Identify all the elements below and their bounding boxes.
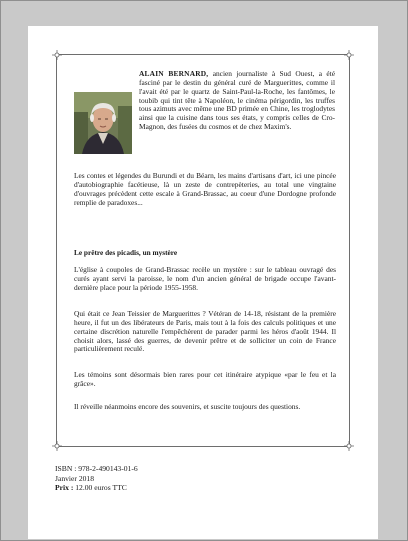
back-cover-page: [28, 26, 378, 539]
corner-ornament-icon: [51, 440, 63, 452]
price-value: 12.00 euros TTC: [75, 483, 127, 493]
isbn: ISBN : 978-2-490143-01-6: [55, 464, 138, 473]
author-bio-text: ancien journaliste à Sud Ouest, a été fasciné par le destin du général curé de Marguerittes, comme il l'avait été par le quartz de Saint-Paul-la-Roche, les fantômes, le toubib qui tint tête à Napoléon, le cinéma périgordin, les truffes tous azimuts avec même une BD primée en Chine, les troglodytes ainsi que la cuisine dans tous ses états, y compris celles de Cro-Magnon, des fusées du cosmos et de chez Maxim's.: [139, 69, 335, 132]
publication-info: [55, 464, 138, 493]
price-label: Prix :: [55, 483, 74, 493]
summary-paragraph: Il réveille néanmoins encore des souvenirs, et suscite toujours des questions.: [74, 402, 301, 411]
author-photo: [74, 92, 132, 154]
summary-paragraph: Qui était ce Jean Teissier de Marguerittes ? Vétéran de 14-18, résistant de la première heure, il fut un des libérateurs de Paris, mais tout à la fois des calculs politiques et une certaine discrétion naturelle l'empêchèrent de parader parmi les héros d'août 1944. Il choisit alors, lassé des guerres, de devenir prêtre et de solliciter un coin de France particulièrement reculé.: [74, 309, 336, 354]
summary-paragraph: L'église à coupoles de Grand-Brassac recèle un mystère : sur le tableau ouvragé des curés ayant servi la paroisse, le nom d'un ancien général de brigade occupe l'avant-dernière place pour la période 1955-1958.: [74, 265, 336, 292]
price: [55, 483, 138, 493]
corner-ornament-icon: [51, 49, 63, 61]
publication-date: Janvier 2018: [55, 473, 95, 483]
author-name: ALAIN BERNARD,: [139, 69, 209, 78]
summary-paragraph: Les témoins sont désormais bien rares pour cet itinéraire atypique «par le feu et la grâce».: [74, 370, 336, 388]
corner-ornament-icon: [343, 440, 355, 452]
author-bio-intro: [139, 70, 335, 132]
corner-ornament-icon: [343, 49, 355, 61]
author-bio-continued: Les contes et légendes du Burundi et du Béarn, les mains d'artisans d'art, ici une pincée d'autobiographie facétieuse, là un zeste de contrepèteries, au total une vingtaine d'ouvrages précèdent cette escale à Grand-Brassac, au coeur d'une Dordogne profonde remplie de paradoxes...: [74, 171, 336, 207]
section-title: Le prêtre des picadis, un mystère: [74, 248, 178, 257]
